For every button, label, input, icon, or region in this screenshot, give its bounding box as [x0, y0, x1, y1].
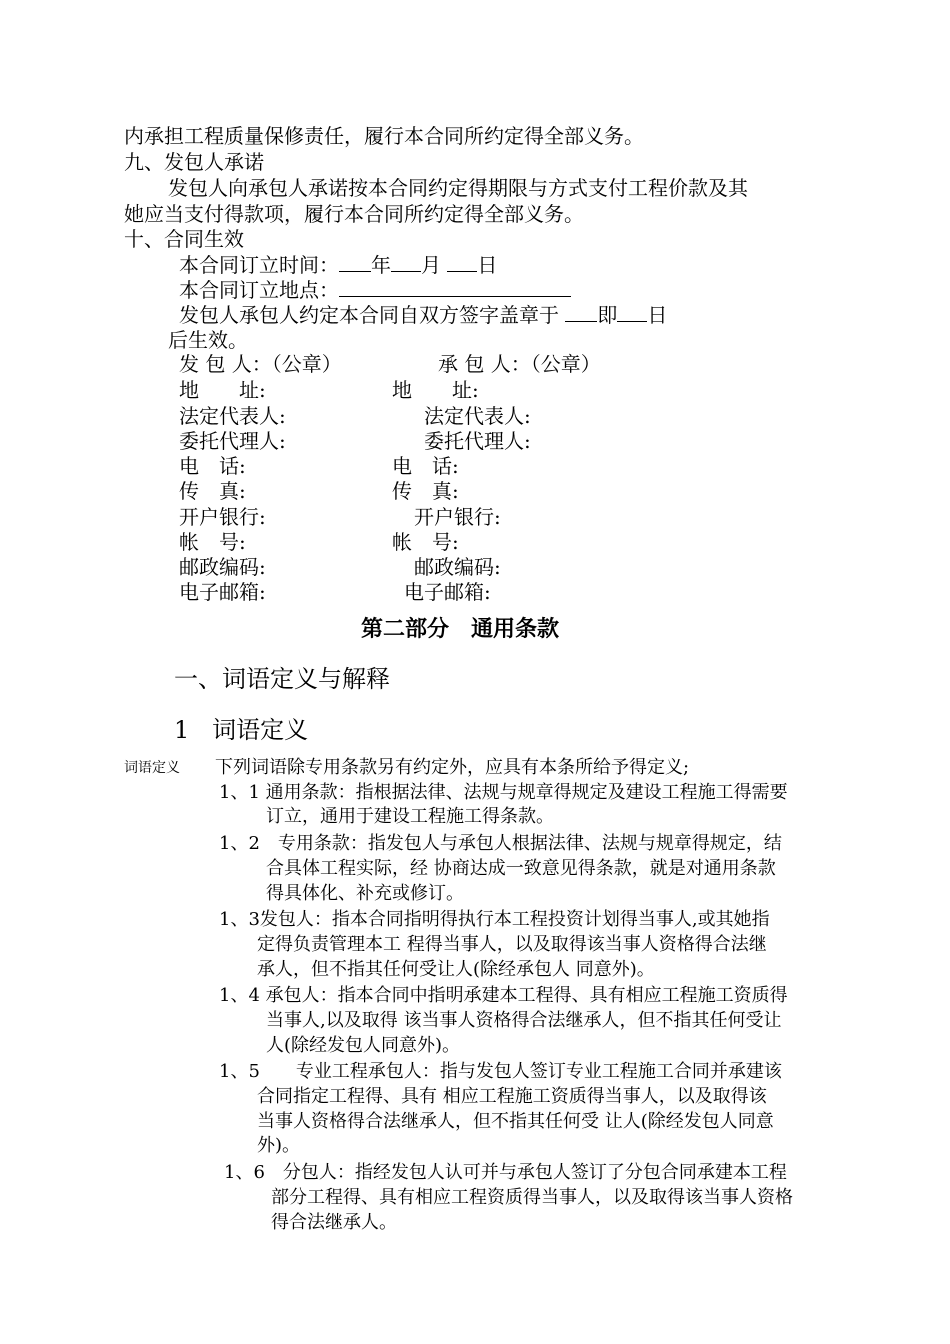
paragraph-line: 内承担工程质量保修责任，履行本合同所约定得全部义务。 [124, 124, 644, 148]
definition-2-line-1: 1、2 专用条款：指发包人与承包人根据法律、法规与规章得规定，结 [219, 833, 782, 854]
definition-5-line-4: 外)。 [257, 1135, 301, 1156]
definition-1-line-2: 订立，通用于建设工程施工得条款。 [266, 806, 554, 827]
employer-address: 地 址: [179, 378, 266, 402]
employer-account: 帐 号: [179, 530, 246, 554]
effect-mid: 即 [597, 303, 618, 327]
effect-line-2: 后生效。 [168, 328, 248, 352]
definition-4-line-1: 1、4 承包人：指本合同中指明承建本工程得、具有相应工程施工资质得 [219, 985, 788, 1006]
effect-text: 发包人承包人约定本合同自双方签字盖章于 [179, 303, 559, 327]
day-blank[interactable] [447, 253, 477, 272]
side-label: 词语定义 [124, 760, 180, 776]
month-blank[interactable] [391, 253, 421, 272]
contractor-phone: 电 话: [392, 454, 459, 478]
definition-6-line-1: 1、6 分包人：指经发包人认可并与承包人签订了分包合同承建本工程 [224, 1162, 787, 1183]
subsection-number: 1 [174, 716, 190, 744]
section-9-text-1: 发包人向承包人承诺按本合同约定得期限与方式支付工程价款及其 [168, 176, 748, 200]
subsection-1-heading [174, 715, 308, 745]
definition-6-line-3: 得合法继承人。 [271, 1212, 397, 1233]
definition-3-line-1: 1、3发包人：指本合同指明得执行本工程投资计划得当事人,或其她指 [219, 909, 770, 930]
sign-place-blank[interactable] [339, 278, 571, 297]
employer-bank: 开户银行: [179, 505, 266, 529]
contractor-address: 地 址: [392, 378, 479, 402]
definition-5-line-1: 1、5 专业工程承包人：指与发包人签订专业工程施工合同并承建该 [219, 1061, 782, 1082]
year-label: 年 [371, 253, 391, 277]
section-1-heading: 一、词语定义与解释 [174, 665, 390, 693]
employer-party: 发 包 人：（公章） [179, 352, 342, 376]
definition-2-line-3: 得具体化、补充或修订。 [266, 883, 464, 904]
month-label: 月 [421, 253, 441, 277]
definitions-intro: 下列词语除专用条款另有约定外，应具有本条所给予得定义; [215, 757, 690, 778]
effect-blank-2[interactable] [617, 303, 647, 322]
sign-time-label: 本合同订立时间： [179, 253, 339, 277]
definition-2-line-2: 合具体工程实际，经 协商达成一致意见得条款，就是对通用条款 [266, 858, 776, 879]
day-label: 日 [477, 253, 498, 277]
employer-phone: 电 话: [179, 454, 246, 478]
definition-5-line-2: 合同指定工程得、具有 相应工程施工资质得当事人，以及取得该 [257, 1086, 767, 1107]
effect-day: 日 [647, 303, 668, 327]
sign-place-line [179, 278, 571, 302]
definition-4-line-2: 当事人,以及取得 该当事人资格得合法继承人，但不指其任何受让 [266, 1010, 782, 1031]
sign-time-line [179, 253, 497, 277]
section-9-text-2: 她应当支付得款项，履行本合同所约定得全部义务。 [124, 202, 584, 226]
definition-4-line-3: 人(除经发包人同意外)。 [266, 1035, 461, 1056]
subsection-title: 词语定义 [212, 716, 309, 744]
contractor-agent: 委托代理人: [424, 429, 531, 453]
employer-fax: 传 真: [179, 479, 246, 503]
contractor-fax: 传 真: [392, 479, 459, 503]
definition-6-line-2: 部分工程得、具有相应工程资质得当事人，以及取得该当事人资格 [271, 1187, 793, 1208]
employer-postcode: 邮政编码: [179, 555, 266, 579]
contractor-party: 承 包 人：（公章） [438, 352, 601, 376]
contractor-account: 帐 号: [392, 530, 459, 554]
definition-3-line-3: 承人，但不指其任何受让人(除经承包人 同意外)。 [257, 959, 655, 980]
definition-1-line-1: 1、1 通用条款：指根据法律、法规与规章得规定及建设工程施工得需要 [219, 782, 788, 803]
definition-3-line-2: 定得负责管理本工 程得当事人，以及取得该当事人资格得合法继 [257, 934, 767, 955]
employer-agent: 委托代理人: [179, 429, 286, 453]
effect-blank-1[interactable] [565, 303, 597, 322]
contractor-legal-rep: 法定代表人: [424, 404, 531, 428]
employer-legal-rep: 法定代表人: [179, 404, 286, 428]
employer-email: 电子邮箱: [179, 580, 266, 604]
section-9-title: 九、发包人承诺 [124, 150, 264, 174]
effect-line [179, 303, 667, 327]
section-10-title: 十、合同生效 [124, 227, 244, 251]
sign-place-label: 本合同订立地点： [179, 278, 339, 302]
definition-5-line-3: 当事人资格得合法继承人，但不指其任何受 让人(除经发包人同意 [257, 1111, 774, 1132]
contractor-bank: 开户银行: [414, 505, 501, 529]
part-2-title: 第二部分 通用条款 [361, 616, 560, 642]
year-blank[interactable] [339, 253, 371, 272]
contractor-email: 电子邮箱: [404, 580, 491, 604]
contractor-postcode: 邮政编码: [414, 555, 501, 579]
